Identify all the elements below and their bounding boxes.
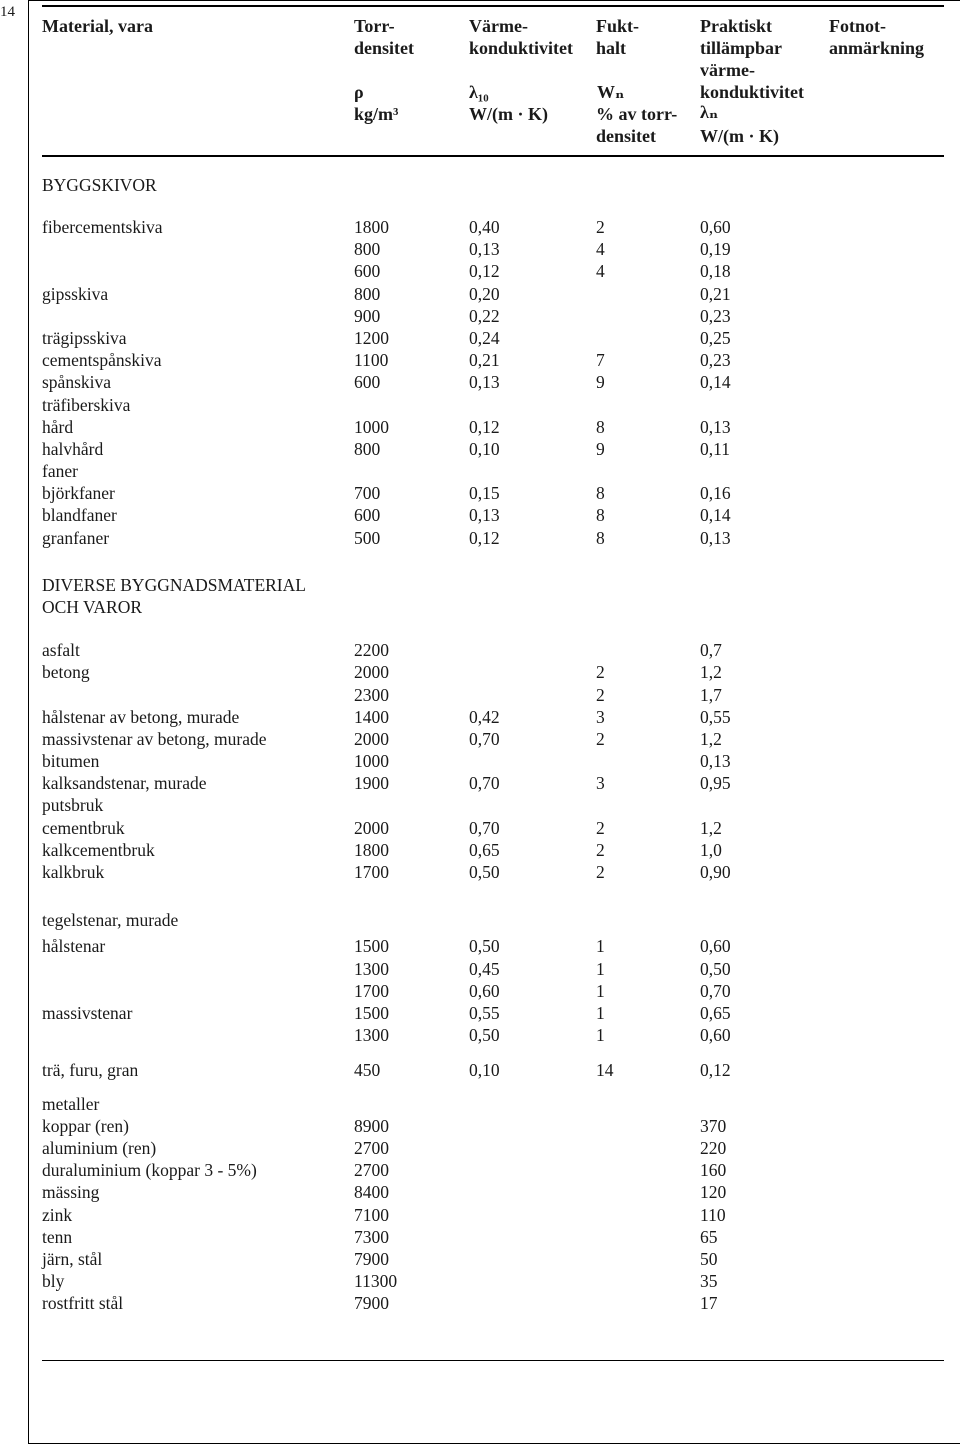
cell-density: 800 bbox=[354, 284, 381, 304]
cell-material: kalkbruk bbox=[42, 862, 105, 882]
cell-material: massivstenar bbox=[42, 1003, 133, 1023]
cell-lambdan: 0,11 bbox=[700, 439, 730, 459]
cell-lambdan: 1,2 bbox=[700, 818, 722, 838]
cell-moisture: 9 bbox=[596, 439, 605, 459]
cell-moisture: 1 bbox=[596, 981, 605, 1001]
header-moisture-line: % av torr- bbox=[596, 104, 678, 124]
cell-density: 1500 bbox=[354, 936, 389, 956]
cell-density: 500 bbox=[354, 528, 381, 548]
cell-density: 1400 bbox=[354, 707, 389, 727]
cell-material: faner bbox=[42, 461, 78, 481]
cell-lambda10: 0,50 bbox=[469, 862, 500, 882]
cell-material: cementbruk bbox=[42, 818, 125, 838]
cell-density: 2300 bbox=[354, 685, 389, 705]
cell-density: 1700 bbox=[354, 981, 389, 1001]
cell-lambdan: 110 bbox=[700, 1205, 726, 1225]
cell-material: trä, furu, gran bbox=[42, 1060, 139, 1080]
cell-lambdan: 0,18 bbox=[700, 261, 731, 281]
cell-lambda10: 0,13 bbox=[469, 505, 500, 525]
header-practical-line: λₙ bbox=[700, 102, 719, 122]
cell-density: 600 bbox=[354, 372, 381, 392]
cell-density: 8400 bbox=[354, 1182, 389, 1202]
cell-lambda10: 0,10 bbox=[469, 439, 500, 459]
cell-lambda10: 0,42 bbox=[469, 707, 500, 727]
cell-material: fibercementskiva bbox=[42, 217, 163, 237]
cell-density: 1700 bbox=[354, 862, 389, 882]
cell-density: 2700 bbox=[354, 1160, 389, 1180]
cell-density: 1300 bbox=[354, 959, 389, 979]
cell-lambda10: 0,12 bbox=[469, 261, 500, 281]
cell-moisture: 8 bbox=[596, 528, 605, 548]
section-heading: OCH VAROR bbox=[42, 597, 143, 617]
cell-moisture: 1 bbox=[596, 936, 605, 956]
cell-lambdan: 0,14 bbox=[700, 372, 731, 392]
cell-moisture: 2 bbox=[596, 729, 605, 749]
header-footnote-line: Fotnot- bbox=[829, 16, 886, 36]
cell-density: 1000 bbox=[354, 751, 389, 771]
cell-lambdan: 0,16 bbox=[700, 483, 731, 503]
cell-moisture: 1 bbox=[596, 1025, 605, 1045]
cell-lambdan: 0,50 bbox=[700, 959, 731, 979]
left-border bbox=[28, 0, 29, 1444]
cell-material: rostfritt stål bbox=[42, 1293, 124, 1313]
cell-lambda10: 0,60 bbox=[469, 981, 500, 1001]
cell-lambda10: 0,10 bbox=[469, 1060, 500, 1080]
cell-lambdan: 0,60 bbox=[700, 1025, 731, 1045]
cell-material: zink bbox=[42, 1205, 73, 1225]
cell-moisture: 3 bbox=[596, 707, 605, 727]
header-density-line: kg/m³ bbox=[354, 104, 399, 124]
cell-moisture: 3 bbox=[596, 773, 605, 793]
cell-material: tenn bbox=[42, 1227, 73, 1247]
cell-lambdan: 1,7 bbox=[700, 685, 722, 705]
cell-material: halvhård bbox=[42, 439, 104, 459]
cell-material: tegelstenar, murade bbox=[42, 910, 179, 930]
header-rule-bottom bbox=[42, 155, 944, 157]
header-density-line: ρ bbox=[354, 82, 364, 102]
cell-lambda10: 0,24 bbox=[469, 328, 500, 348]
cell-material: gipsskiva bbox=[42, 284, 109, 304]
cell-density: 1200 bbox=[354, 328, 389, 348]
header-moisture-line: Fukt- bbox=[596, 16, 640, 36]
cell-moisture: 7 bbox=[596, 350, 605, 370]
cell-material: betong bbox=[42, 662, 90, 682]
cell-density: 8900 bbox=[354, 1116, 389, 1136]
header-rule-top bbox=[42, 5, 944, 7]
cell-material: träfiberskiva bbox=[42, 395, 131, 415]
header-density-line: densitet bbox=[354, 38, 414, 58]
cell-density: 700 bbox=[354, 483, 381, 503]
cell-density: 7100 bbox=[354, 1205, 389, 1225]
cell-moisture: 9 bbox=[596, 372, 605, 392]
cell-material: massivstenar av betong, murade bbox=[42, 729, 267, 749]
header-moisture-line: densitet bbox=[596, 126, 656, 146]
cell-moisture: 4 bbox=[596, 239, 605, 259]
cell-lambda10: 0,50 bbox=[469, 1025, 500, 1045]
cell-material: kalksandstenar, murade bbox=[42, 773, 207, 793]
cell-lambdan: 0,60 bbox=[700, 217, 731, 237]
cell-material: asfalt bbox=[42, 640, 80, 660]
cell-lambdan: 0,21 bbox=[700, 284, 731, 304]
cell-material: koppar (ren) bbox=[42, 1116, 129, 1136]
cell-lambdan: 370 bbox=[700, 1116, 727, 1136]
cell-lambda10: 0,65 bbox=[469, 840, 500, 860]
cell-lambdan: 120 bbox=[700, 1182, 727, 1202]
cell-lambdan: 0,55 bbox=[700, 707, 731, 727]
cell-density: 7900 bbox=[354, 1293, 389, 1313]
header-practical-line: Praktiskt bbox=[700, 16, 772, 36]
cell-material: trägipsskiva bbox=[42, 328, 127, 348]
cell-material: bly bbox=[42, 1271, 65, 1291]
cell-lambdan: 0,19 bbox=[700, 239, 731, 259]
cell-density: 600 bbox=[354, 505, 381, 525]
section-heading: BYGGSKIVOR bbox=[42, 175, 157, 195]
header-practical-line: tillämpbar bbox=[700, 38, 783, 58]
cell-lambdan: 0,25 bbox=[700, 328, 731, 348]
header-conductivity-line: W/(m · K) bbox=[469, 104, 548, 124]
header-practical-line: konduktivitet bbox=[700, 82, 805, 102]
cell-lambda10: 0,70 bbox=[469, 729, 500, 749]
cell-density: 1900 bbox=[354, 773, 389, 793]
cell-moisture: 8 bbox=[596, 417, 605, 437]
cell-material: metaller bbox=[42, 1094, 100, 1114]
cell-lambda10: 0,22 bbox=[469, 306, 500, 326]
cell-lambda10: 0,20 bbox=[469, 284, 500, 304]
header-moisture-line: halt bbox=[596, 38, 627, 58]
cell-moisture: 2 bbox=[596, 862, 605, 882]
cell-density: 2700 bbox=[354, 1138, 389, 1158]
cell-lambdan: 1,2 bbox=[700, 662, 722, 682]
cell-lambdan: 160 bbox=[700, 1160, 727, 1180]
cell-lambdan: 0,70 bbox=[700, 981, 731, 1001]
top-border bbox=[28, 0, 960, 1]
cell-material: kalkcementbruk bbox=[42, 840, 155, 860]
cell-lambdan: 0,65 bbox=[700, 1003, 731, 1023]
cell-moisture: 1 bbox=[596, 959, 605, 979]
cell-lambda10: 0,21 bbox=[469, 350, 500, 370]
cell-moisture: 2 bbox=[596, 217, 605, 237]
cell-material: duraluminium (koppar 3 - 5%) bbox=[42, 1160, 257, 1180]
cell-lambdan: 1,2 bbox=[700, 729, 722, 749]
cell-lambdan: 0,23 bbox=[700, 306, 731, 326]
cell-lambda10: 0,13 bbox=[469, 239, 500, 259]
cell-moisture: 8 bbox=[596, 505, 605, 525]
cell-lambda10: 0,70 bbox=[469, 773, 500, 793]
cell-material: spånskiva bbox=[42, 372, 112, 392]
cell-lambdan: 0,23 bbox=[700, 350, 731, 370]
cell-lambdan: 0,7 bbox=[700, 640, 722, 660]
cell-lambda10: 0,45 bbox=[469, 959, 500, 979]
cell-lambdan: 17 bbox=[700, 1293, 718, 1313]
cell-density: 2000 bbox=[354, 818, 389, 838]
cell-density: 600 bbox=[354, 261, 381, 281]
cell-lambda10: 0,40 bbox=[469, 217, 500, 237]
cell-lambdan: 0,14 bbox=[700, 505, 731, 525]
cell-lambdan: 50 bbox=[700, 1249, 718, 1269]
cell-lambdan: 0,12 bbox=[700, 1060, 731, 1080]
header-footnote-line: anmärkning bbox=[829, 38, 925, 58]
cell-material: aluminium (ren) bbox=[42, 1138, 157, 1158]
cell-lambdan: 0,60 bbox=[700, 936, 731, 956]
cell-density: 7300 bbox=[354, 1227, 389, 1247]
footer-rule bbox=[42, 1360, 944, 1361]
cell-moisture: 4 bbox=[596, 261, 605, 281]
cell-lambda10: 0,70 bbox=[469, 818, 500, 838]
cell-material: hålstenar av betong, murade bbox=[42, 707, 240, 727]
cell-material: hård bbox=[42, 417, 74, 437]
header-moisture-line: Wₙ bbox=[597, 82, 625, 102]
cell-material: järn, stål bbox=[42, 1249, 103, 1269]
cell-density: 1800 bbox=[354, 217, 389, 237]
cell-lambda10: 0,12 bbox=[469, 417, 500, 437]
cell-material: putsbruk bbox=[42, 795, 104, 815]
cell-density: 1300 bbox=[354, 1025, 389, 1045]
cell-lambda10: 0,55 bbox=[469, 1003, 500, 1023]
header-material-line: Material, vara bbox=[42, 16, 153, 36]
cell-lambda10: 0,12 bbox=[469, 528, 500, 548]
cell-lambdan: 1,0 bbox=[700, 840, 722, 860]
header-practical-line: W/(m · K) bbox=[700, 126, 779, 146]
cell-density: 1800 bbox=[354, 840, 389, 860]
cell-lambda10: 0,50 bbox=[469, 936, 500, 956]
cell-moisture: 8 bbox=[596, 483, 605, 503]
header-practical-line: värme- bbox=[700, 60, 755, 80]
cell-material: bitumen bbox=[42, 751, 100, 771]
cell-density: 1500 bbox=[354, 1003, 389, 1023]
cell-density: 2000 bbox=[354, 662, 389, 682]
cell-material: hålstenar bbox=[42, 936, 106, 956]
cell-density: 450 bbox=[354, 1060, 381, 1080]
cell-lambdan: 65 bbox=[700, 1227, 718, 1247]
cell-density: 2000 bbox=[354, 729, 389, 749]
cell-density: 11300 bbox=[354, 1271, 398, 1291]
cell-material: granfaner bbox=[42, 528, 110, 548]
cell-density: 900 bbox=[354, 306, 381, 326]
header-conductivity-line: konduktivitet bbox=[469, 38, 574, 58]
page-number: 14 bbox=[0, 4, 15, 20]
cell-density: 800 bbox=[354, 439, 381, 459]
cell-material: mässing bbox=[42, 1182, 100, 1202]
cell-moisture: 2 bbox=[596, 818, 605, 838]
cell-density: 7900 bbox=[354, 1249, 389, 1269]
header-conductivity-line: λ₁₀ bbox=[469, 82, 489, 102]
cell-moisture: 1 bbox=[596, 1003, 605, 1023]
cell-moisture: 2 bbox=[596, 685, 605, 705]
cell-density: 1100 bbox=[354, 350, 389, 370]
cell-moisture: 2 bbox=[596, 840, 605, 860]
cell-lambda10: 0,13 bbox=[469, 372, 500, 392]
cell-moisture: 2 bbox=[596, 662, 605, 682]
cell-density: 800 bbox=[354, 239, 381, 259]
section-heading: DIVERSE BYGGNADSMATERIAL bbox=[42, 575, 306, 595]
cell-lambdan: 0,13 bbox=[700, 417, 731, 437]
header-density-line: Torr- bbox=[354, 16, 395, 36]
cell-density: 2200 bbox=[354, 640, 389, 660]
header-conductivity-line: Värme- bbox=[469, 16, 528, 36]
cell-lambdan: 0,13 bbox=[700, 528, 731, 548]
cell-moisture: 14 bbox=[596, 1060, 614, 1080]
cell-lambdan: 0,90 bbox=[700, 862, 731, 882]
cell-material: blandfaner bbox=[42, 505, 117, 525]
cell-density: 1000 bbox=[354, 417, 389, 437]
cell-lambda10: 0,15 bbox=[469, 483, 500, 503]
cell-lambdan: 35 bbox=[700, 1271, 718, 1291]
cell-lambdan: 0,95 bbox=[700, 773, 731, 793]
cell-lambdan: 0,13 bbox=[700, 751, 731, 771]
cell-material: björkfaner bbox=[42, 483, 115, 503]
cell-lambdan: 220 bbox=[700, 1138, 727, 1158]
cell-material: cementspånskiva bbox=[42, 350, 162, 370]
